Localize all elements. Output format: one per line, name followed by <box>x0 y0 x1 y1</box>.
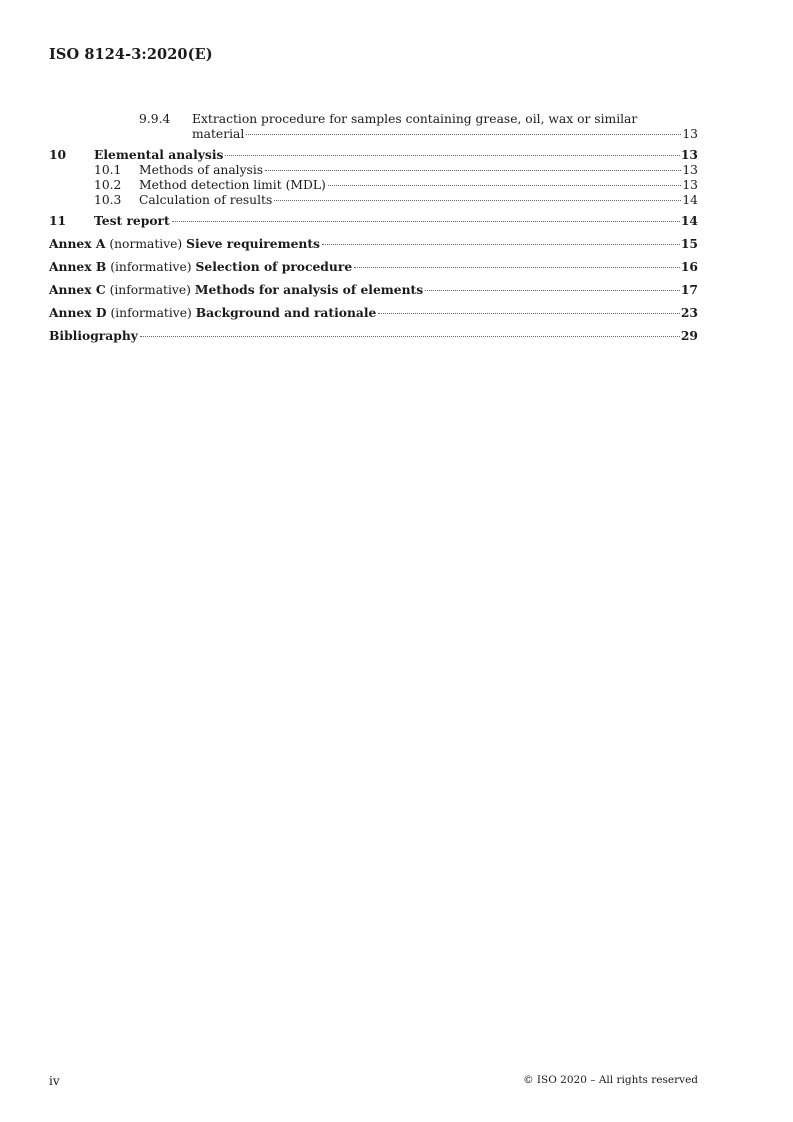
dot-leader <box>225 155 679 156</box>
toc-title: Methods of analysis <box>139 163 264 177</box>
annex-title: Background and rationale <box>195 305 377 320</box>
toc-number: 10.1 <box>94 163 122 177</box>
annex-label: Annex D <box>49 305 107 320</box>
toc-title: Bibliography <box>49 328 138 343</box>
toc-entry-9-9-4[interactable] <box>49 112 698 142</box>
toc-entry-10-3[interactable] <box>49 193 698 208</box>
dot-leader <box>172 221 680 222</box>
toc-title: Method detection limit (MDL) <box>139 178 326 192</box>
annex-kind: (informative) <box>110 306 192 320</box>
toc-title: Elemental analysis <box>94 147 224 162</box>
dot-leader <box>265 170 681 171</box>
annex-kind: (informative) <box>110 260 192 274</box>
toc-title: Test report <box>94 213 170 228</box>
document-header-title: ISO 8124-3:2020(E) <box>49 46 213 63</box>
annex-title: Methods for analysis of elements <box>194 282 424 297</box>
dot-leader <box>246 134 681 135</box>
dot-leader <box>354 267 680 268</box>
toc-page-number: 13 <box>682 178 698 192</box>
footer-page-number: iv <box>49 1074 60 1088</box>
toc-entry-10[interactable] <box>49 147 698 163</box>
dot-leader <box>425 290 680 291</box>
toc-page-number: 13 <box>682 163 698 177</box>
dot-leader <box>140 336 680 337</box>
toc-page-number: 29 <box>680 328 698 343</box>
footer-copyright: © ISO 2020 – All rights reserved <box>523 1074 698 1086</box>
toc-page-number: 16 <box>680 259 698 274</box>
toc-entry-annex-a[interactable] <box>49 236 698 252</box>
annex-label: Annex B <box>49 259 107 274</box>
annex-kind: (normative) <box>109 237 183 251</box>
toc-title-line1: Extraction procedure for samples containing grease, oil, wax or similar <box>192 112 638 126</box>
toc-title: Calculation of results <box>139 193 273 207</box>
toc-entry-11[interactable] <box>49 213 698 229</box>
toc-title-line2: material <box>192 127 245 141</box>
toc-entry-10-1[interactable] <box>49 163 698 178</box>
annex-kind: (informative) <box>109 283 191 297</box>
toc-number: 11 <box>49 213 67 228</box>
annex-title: Sieve requirements <box>186 236 320 251</box>
dot-leader <box>378 313 680 314</box>
toc-page-number: 17 <box>680 282 698 297</box>
toc-entry-bibliography[interactable] <box>49 328 698 344</box>
dot-leader <box>322 244 680 245</box>
toc-number: 10.2 <box>94 178 122 192</box>
toc-number: 10 <box>49 147 67 162</box>
dot-leader <box>274 200 681 201</box>
toc-entry-annex-d[interactable] <box>49 305 698 321</box>
table-of-contents <box>49 112 698 344</box>
toc-number: 10.3 <box>94 193 122 207</box>
toc-page-number: 13 <box>682 127 698 141</box>
annex-label: Annex C <box>49 282 106 297</box>
toc-page-number: 23 <box>680 305 698 320</box>
dot-leader <box>328 185 682 186</box>
toc-page-number: 14 <box>680 213 698 228</box>
toc-page-number: 13 <box>680 147 698 162</box>
toc-page-number: 15 <box>680 236 698 251</box>
toc-page-number: 14 <box>682 193 698 207</box>
toc-entry-annex-c[interactable] <box>49 282 698 298</box>
toc-entry-10-2[interactable] <box>49 178 698 193</box>
toc-number: 9.9.4 <box>139 112 171 126</box>
annex-label: Annex A <box>49 236 106 251</box>
toc-entry-annex-b[interactable] <box>49 259 698 275</box>
annex-title: Selection of procedure <box>195 259 353 274</box>
